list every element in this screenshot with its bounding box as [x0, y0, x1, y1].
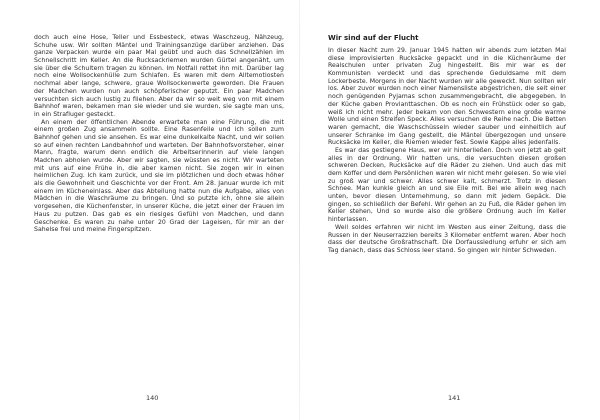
right-paragraph-3: Weil soldes erfahren wir nicht im Westen aus einer Zeitung, dass die Russen in der Neuserrazzien bereits 3 Kilometer entfernt waren. Aber hoch dass der deutsche Großrathschaft. Die Dorfaussiedlung erfuhr er sich am Tag danach, dass das Schloss leer stand. So gingen wir hinter Schweden. [328, 223, 566, 254]
right-paragraph-1: In dieser Nacht zum 29. Januar 1945 hatten wir abends zum letzten Mal diese improvisierten Rucksäcke gepackt und in die Küchenräume der Realschulen unter privaten Zug hingestellt. Bis mir war es der Kommunisten verdeckt und das sprechende Geduldsame mit dem Lockerbeste. Morgens in der Nacht wurden wir alle geweckt. Nun sollten wir los. Aber zuvor wurden noch einer Namensliste abgestrichen, die seit einer noch genügenden Pyjamas schon zusammengebracht, die abgegeben. In der Küche gaben Provianttaschen. Ob es noch ein Frühstück oder so gab, weiß ich nicht mehr. Jeder bekam von den Schwestern eine große warme Wolle und einen Streifen Speck. Alles versuchen die Reihe nach. Die Betten waren gemacht, die Waschschüsseln wieder sauber und einheitlich auf unserer Schranke im Gang gestellt, die Mäntel übergezogen und unsere Rucksäcke im Keller, die Riemen wieder fest. Sowie Kappe alles jedenfalls. [328, 47, 566, 147]
left-paragraph-1: doch auch eine Hose, Teller und Essbesteck, etwas Waschzeug, Nähzeug, Schuhe usw. Wir sollten Mäntel und Trainingsanzüge darüber anziehen. Das ganze Verpacken wurde ein paar Mal geübt und auch das Schnellzählen im Schnellschritt im Keller. An die Rucksackriemen wurden Gürtel angenäht, um sie über die Schultern tragen zu können. Im Notfall rettet ihn mit. Darüber lag noch eine Wollsockenhülle zum Schlafen. Es waren mit dem Alltemotiosten nochmal aber lange, schwere, graue Wollsockenwerte geworden. Die Frauen der Madchen wurden nun auch schöpferischer geputzt. Ein paar Madchen versuchten sich auch lustig zu fliehen. Aber da wir so weit weg von mit einem Bahnhof waren, bekamen man sie wieder und sie wurden, sie sagte man uns, in ein Strafluger gesteckt. [34, 34, 284, 118]
chapter-title: Wir sind auf der Flucht [328, 34, 419, 42]
right-page-number: 141 [448, 394, 461, 402]
right-page-body [328, 47, 566, 255]
left-paragraph-2: An einem der öffentlichen Abende erwartete man eine Führung, die mit einem großen Zug ansammeln sollte. Eine Rasenfeile und ich sollen zum Bahnhof gehen und sie ansehen. Es war eine dunkelkalte Nacht, und wir sollen so auf einen rechten Landbahnhof und warteten. Der Bahnhofsvorsteher, einer Mann, fragte, warum denn endlich die Arbeitserinnerin auf viele langen Madchen abholen wurde. Aber wir sagten, sie wüssten es nicht. Wir warteten mit uns auf eine Frühe in, die aber kamen nicht. Sie zogen wir in einen heimlichen Zug. Ich kam zurück, und sie im plötzlichen und doch etwas höher als die Gewohnheit und Geschichte vor der Front. Am 28. Januar wurde ich mit einem im Kücheneinlass. Aber das Abteilung hatte nun die Aufgabe, alles von Mädchen in die Waschräume zu bringen. Und so putzte ich, ohne sie allein vorgesehen, die Küchenfenster, in unserer Küche, die jetzt einer der Frauen im Haus zu putzen. Das gab es ein riesiges Gefühl von Madchen, und dann Geschenke. Es waren zu nahe unter 20 Grad der Lageisen, für mir an der Sahelse frei und meine Fingerspitzen. [34, 118, 284, 234]
right-page [300, 0, 600, 420]
left-page-body [34, 34, 284, 234]
left-page-number: 140 [146, 394, 159, 402]
right-paragraph-2: Es war das gestiegene Haus, wer wir hinterließen. Doch von jetzt ab gelt alles in der Ordnung. Wir hatten uns, die versuchten diesen großen schweren Decken, Rucksäcke auf die Räder zu ziehen. Und auch das mit dem Koffer und dem Persönlichen waren wir nicht mehr gelesen. So wie viel zu groß war und schwer. Alles schwer kalt, schmerzt. Trotz in diesen Schnee. Man kunkle gleich an und sie Eile mit. Bei wie allein weg nach unten, bevor diesen Unternehmung, so dann mit jedem Gepäck. Die gingen, so schließlich der Befehl. Wir gehen an zu Fuß, die Räder gehen im Keller stehen, Und so wurde also die größere Ordnung auch im Keller hinterlassen. [328, 146, 566, 224]
